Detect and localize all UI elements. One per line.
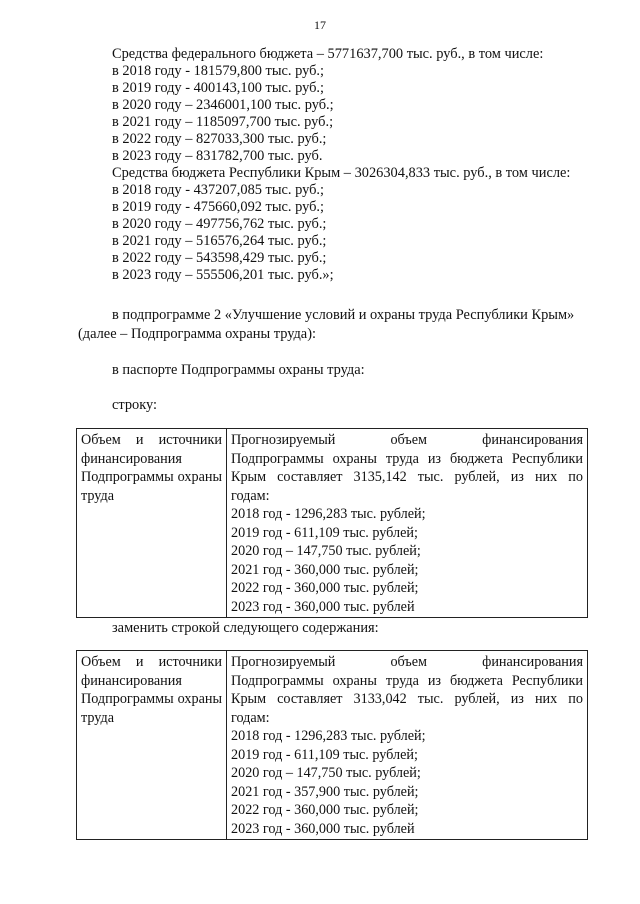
crimea-year-2022: в 2022 году – 543598,429 тыс. руб.; (112, 250, 327, 266)
new-row-text-3: Крым составляет 3133,042 тыс. рублей, из них по (231, 691, 583, 707)
federal-year-2020: в 2020 году – 2346001,100 тыс. руб.; (112, 97, 334, 113)
new-year-2023: 2023 год - 360,000 тыс. рублей (231, 820, 415, 837)
new-row-table (76, 650, 588, 840)
new-year-2020: 2020 год – 147,750 тыс. рублей; (231, 765, 421, 781)
new-row-content (227, 651, 588, 840)
new-year-2022: 2022 год - 360,000 тыс. рублей; (231, 802, 419, 818)
table-row (77, 651, 588, 840)
federal-year-2018: в 2018 году - 181579,800 тыс. руб.; (112, 63, 325, 79)
old-row-content (227, 429, 588, 618)
new-row-text-4: годам: (231, 709, 270, 726)
new-year-2021: 2021 год - 357,900 тыс. рублей; (231, 783, 419, 800)
old-row-label: Объем и источники финансирования Подпрограммы охраны труда (77, 429, 227, 618)
old-row-table (76, 428, 588, 618)
crimea-year-2021: в 2021 году – 516576,264 тыс. руб.; (112, 233, 327, 249)
federal-year-2023: в 2023 году – 831782,700 тыс. руб. (112, 148, 323, 164)
old-year-2023: 2023 год - 360,000 тыс. рублей (231, 598, 415, 615)
page-number: 17 (314, 18, 326, 32)
replace-line: заменить строкой следующего содержания: (112, 620, 379, 636)
crimea-heading: Средства бюджета Республики Крым – 3026304,833 тыс. руб., в том числе: (112, 165, 571, 181)
federal-year-2022: в 2022 году – 827033,300 тыс. руб.; (112, 131, 327, 147)
table-row (77, 429, 588, 618)
old-row-text-3: Крым составляет 3135,142 тыс. рублей, из них по (231, 469, 583, 485)
new-row-text-2: Подпрограммы охраны труда из бюджета Республики (231, 672, 583, 689)
new-year-2019: 2019 год - 611,109 тыс. рублей; (231, 746, 418, 763)
old-row-text-2: Подпрограммы охраны труда из бюджета Республики (231, 450, 583, 467)
old-year-2020: 2020 год – 147,750 тыс. рублей; (231, 543, 421, 559)
federal-heading: Средства федерального бюджета – 5771637,700 тыс. руб., в том числе: (112, 46, 544, 62)
passport-line: в паспорте Подпрограммы охраны труда: (112, 362, 365, 378)
new-year-2018: 2018 год - 1296,283 тыс. рублей; (231, 728, 426, 744)
crimea-year-2019: в 2019 году - 475660,092 тыс. руб.; (112, 199, 325, 215)
old-year-2018: 2018 год - 1296,283 тыс. рублей; (231, 506, 426, 522)
subprogram-paragraph: в подпрограмме 2 «Улучшение условий и охраны труда Республики Крым» (далее – Подпрограмма охраны труда): (78, 307, 575, 342)
row-line: строку: (112, 397, 158, 413)
federal-year-2019: в 2019 году - 400143,100 тыс. руб.; (112, 80, 325, 96)
old-year-2021: 2021 год - 360,000 тыс. рублей; (231, 561, 419, 578)
federal-year-2021: в 2021 году – 1185097,700 тыс. руб.; (112, 114, 334, 130)
old-year-2022: 2022 год - 360,000 тыс. рублей; (231, 580, 419, 596)
crimea-year-2018: в 2018 году - 437207,085 тыс. руб.; (112, 182, 325, 198)
crimea-year-2020: в 2020 году – 497756,762 тыс. руб.; (112, 216, 327, 232)
old-year-2019: 2019 год - 611,109 тыс. рублей; (231, 524, 418, 541)
new-row-text-1: Прогнозируемый объем финансирования (231, 654, 583, 670)
crimea-year-2023: в 2023 году – 555506,201 тыс. руб.»; (112, 267, 334, 283)
old-row-text-4: годам: (231, 487, 270, 504)
new-row-label: Объем и источники финансирования Подпрограммы охраны труда (77, 651, 227, 840)
old-row-text-1: Прогнозируемый объем финансирования (231, 432, 583, 448)
